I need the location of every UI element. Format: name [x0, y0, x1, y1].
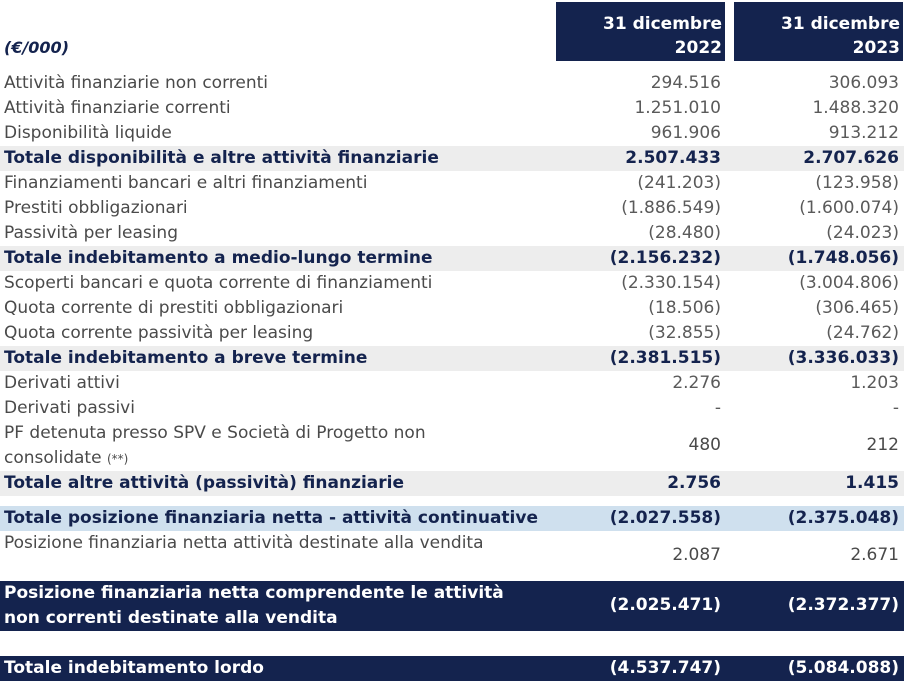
gross-debt-row [0, 656, 904, 681]
row-label: Posizione finanziaria netta comprendente le attività non correnti destinate alla vendita [4, 583, 504, 628]
table-row [0, 296, 904, 321]
column-header-2022-line1: 31 dicembre [603, 14, 722, 34]
value-2022: 1.251.010 [634, 98, 721, 118]
row-label: Finanziamenti bancari e altri finanziamenti [4, 173, 368, 193]
value-2022: (2.027.558) [609, 508, 721, 528]
row-label: Totale posizione finanziaria netta - attività continuative [4, 508, 538, 528]
value-2023: (2.372.377) [787, 595, 899, 615]
value-2022: 2.507.433 [625, 148, 721, 168]
row-label: Prestiti obbligazionari [4, 198, 188, 218]
value-2022: (2.156.232) [609, 248, 721, 268]
row-label: Totale altre attività (passività) finanziarie [4, 473, 405, 493]
row-label: Quota corrente passività per leasing [4, 323, 314, 343]
value-2023: (1.748.056) [787, 248, 899, 268]
row-label: Quota corrente di prestiti obbligazionari [4, 298, 344, 318]
value-2022: (28.480) [648, 223, 721, 243]
column-header-2023-line1: 31 dicembre [781, 14, 900, 34]
row-label: Disponibilità liquide [4, 123, 172, 143]
value-2023: 913.212 [828, 123, 899, 143]
value-2023: 1.488.320 [812, 98, 899, 118]
table-row [0, 71, 904, 96]
value-2022: 294.516 [650, 73, 721, 93]
row-label: Totale indebitamento lordo [4, 658, 264, 678]
row-label: Attività finanziarie non correnti [4, 73, 268, 93]
column-header-2023 [734, 2, 903, 61]
row-label: Derivati attivi [4, 373, 120, 393]
footnote-marker: (**) [106, 452, 129, 466]
value-2022: (1.886.549) [621, 198, 721, 218]
value-2023: (123.958) [815, 173, 899, 193]
value-2022: (4.537.747) [609, 658, 721, 678]
row-label: Posizione finanziaria netta attività destinate alla vendita [4, 533, 484, 553]
grand-total-row [0, 581, 904, 631]
table-row [0, 421, 904, 471]
table-row [0, 371, 904, 396]
column-header-2023-line2: 2023 [852, 38, 900, 58]
subtotal-row [0, 246, 904, 271]
value-2022: (2.381.515) [609, 348, 721, 368]
table-row [0, 171, 904, 196]
value-2022: 2.756 [667, 473, 721, 493]
table-row [0, 121, 904, 146]
subtotal-row [0, 471, 904, 496]
value-2023: (24.023) [826, 223, 899, 243]
value-2023: (3.336.033) [787, 348, 899, 368]
value-2023: (5.084.088) [787, 658, 899, 678]
value-2022: (32.855) [648, 323, 721, 343]
table-row [0, 196, 904, 221]
table-row [0, 396, 904, 421]
subtotal-row [0, 146, 904, 171]
value-2022: (241.203) [637, 173, 721, 193]
table-row [0, 221, 904, 246]
value-2022: 2.276 [672, 373, 721, 393]
unit-label: (€/000) [4, 38, 69, 57]
value-2022: (2.025.471) [609, 595, 721, 615]
value-2023: (306.465) [815, 298, 899, 318]
row-label [4, 421, 504, 472]
value-2022: - [714, 398, 721, 418]
value-2022: 961.906 [650, 123, 721, 143]
row-label-text: PF detenuta presso SPV e Società di Progetto non consolidate [4, 423, 426, 468]
value-2023: 2.707.626 [803, 148, 899, 168]
table-row [0, 531, 904, 581]
financial-table [0, 71, 904, 681]
value-2022: (2.330.154) [621, 273, 721, 293]
value-2022: 480 [688, 435, 721, 455]
table-header [0, 0, 904, 62]
value-2022: 2.087 [672, 545, 721, 565]
value-2023: (1.600.074) [799, 198, 899, 218]
value-2023: 1.203 [850, 373, 899, 393]
row-label: Totale indebitamento a breve termine [4, 348, 368, 368]
column-header-2022-line2: 2022 [674, 38, 722, 58]
spacer [0, 496, 904, 506]
table-row [0, 321, 904, 346]
row-label: Derivati passivi [4, 398, 135, 418]
row-label: Totale indebitamento a medio-lungo termine [4, 248, 433, 268]
value-2023: - [892, 398, 899, 418]
subtotal-row [0, 346, 904, 371]
value-2023: (24.762) [826, 323, 899, 343]
row-label: Scoperti bancari e quota corrente di finanziamenti [4, 273, 433, 293]
spacer [0, 631, 904, 656]
row-label: Passività per leasing [4, 223, 179, 243]
table-row [0, 271, 904, 296]
value-2023: 212 [866, 435, 899, 455]
value-2023: 1.415 [845, 473, 899, 493]
total-row [0, 506, 904, 531]
row-label: Totale disponibilità e altre attività finanziarie [4, 148, 439, 168]
value-2023: 2.671 [850, 545, 899, 565]
value-2023: (3.004.806) [799, 273, 899, 293]
value-2023: 306.093 [828, 73, 899, 93]
column-header-2022 [556, 2, 725, 61]
table-row [0, 96, 904, 121]
value-2023: (2.375.048) [787, 508, 899, 528]
value-2022: (18.506) [648, 298, 721, 318]
row-label: Attività finanziarie correnti [4, 98, 231, 118]
